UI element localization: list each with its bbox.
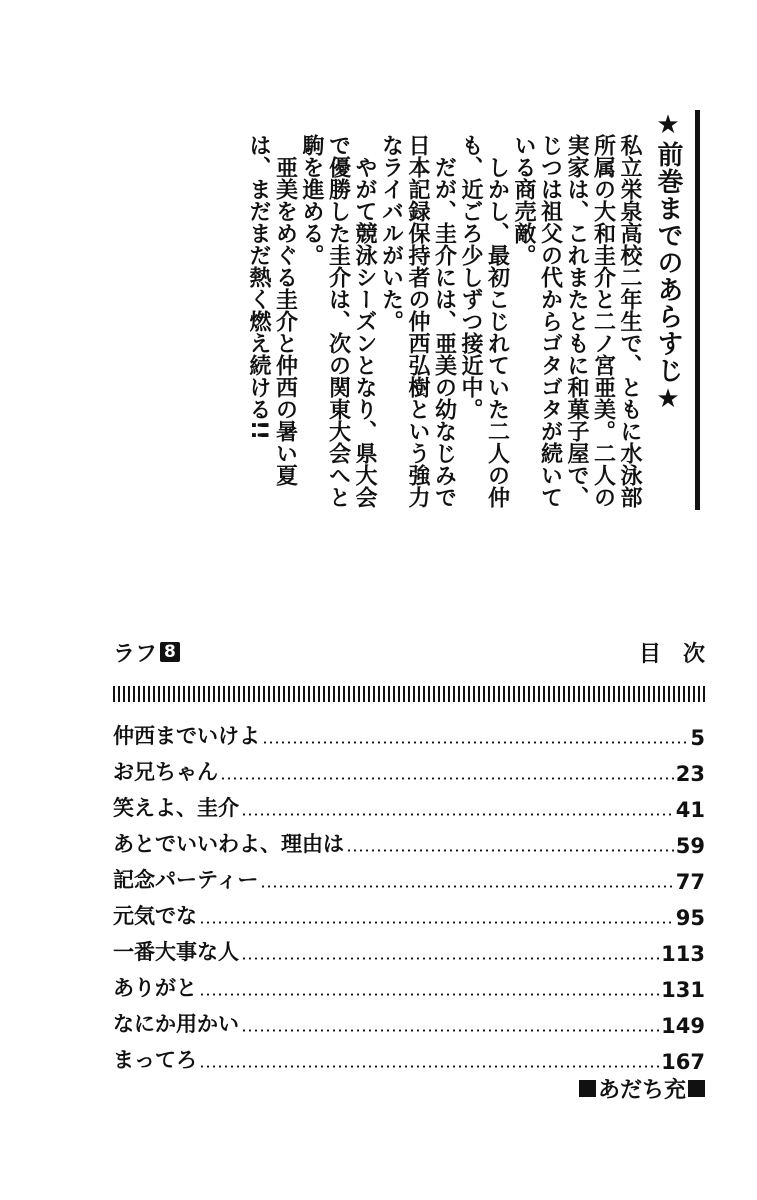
dot-leader [199, 921, 674, 924]
dot-leader [199, 993, 659, 996]
page-number: 131 [661, 978, 705, 1002]
page-number: 77 [675, 870, 705, 894]
dot-leader [346, 849, 674, 852]
page-number: 59 [675, 834, 705, 858]
dot-leader [241, 1029, 659, 1032]
chapter-title: 仲西までいけよ [113, 724, 260, 748]
square-bullet-icon [579, 1080, 596, 1097]
series-name: ラフ [113, 641, 158, 667]
volume-badge: 8 [160, 642, 180, 662]
decorative-rule [113, 686, 705, 702]
dot-leader [241, 813, 674, 816]
synopsis-paragraph: 私立栄泉高校二年生で、ともに水泳部所属の大和圭介と二ノ宮亜美。二人の実家は、これまたともに和菓子屋で、じつは祖父の代からゴタゴタが続いている商売敵。 [511, 134, 642, 508]
toc-header [113, 636, 727, 668]
toc-item[interactable] [113, 1038, 705, 1074]
chapter-title: ありがと [113, 976, 197, 1000]
synopsis-paragraph: 亜美をめぐる圭介と仲西の暑い夏は、まだまだ熱く燃え続ける!! [246, 134, 298, 486]
dot-leader [199, 1065, 659, 1068]
author-name: あだち充 [597, 1078, 686, 1103]
chapter-title: 記念パーティー [113, 868, 259, 892]
toc-item[interactable] [113, 930, 705, 966]
chapter-title: お兄ちゃん [113, 760, 218, 784]
chapter-title: あとでいいわよ、理由は [113, 832, 344, 856]
page-number: 149 [661, 1014, 705, 1038]
chapter-title: 一番大事な人 [113, 940, 239, 964]
synopsis-title: ★前巻までのあらすじ★ [651, 110, 700, 510]
toc-item[interactable] [113, 822, 705, 858]
chapter-title: なにか用かい [113, 1012, 239, 1036]
chapter-title: まってろ [113, 1048, 197, 1072]
dot-leader [220, 777, 674, 780]
table-of-contents [113, 636, 727, 1103]
synopsis-paragraph: だが、圭介には、亜美の幼なじみで日本記録保持者の仲西弘樹という強力なライバルがいた。 [378, 134, 457, 508]
page-number: 23 [675, 762, 705, 786]
dot-leader [260, 885, 673, 888]
page-number: 41 [675, 798, 705, 822]
square-bullet-icon [688, 1080, 705, 1097]
synopsis [100, 110, 700, 510]
toc-item[interactable] [113, 894, 705, 930]
synopsis-body [245, 134, 643, 514]
chapter-title: 笑えよ、圭介 [113, 796, 239, 820]
page-number: 95 [675, 906, 705, 930]
toc-item[interactable] [113, 858, 705, 894]
toc-list [113, 714, 705, 1074]
toc-item[interactable] [113, 750, 705, 786]
toc-item[interactable] [113, 1002, 705, 1038]
series-title [113, 637, 180, 668]
page-number: 113 [661, 942, 705, 966]
dot-leader [241, 957, 659, 960]
synopsis-paragraph: しかし、最初こじれていた二人の仲も、近ごろ少しずつ接近中。 [458, 134, 510, 508]
toc-item[interactable] [113, 786, 705, 822]
chapter-title: 元気でな [113, 904, 197, 928]
toc-item[interactable] [113, 714, 705, 750]
page-number: 5 [690, 726, 705, 750]
dot-leader [262, 741, 688, 744]
page-number: 167 [661, 1050, 705, 1074]
toc-label: 目次 [638, 641, 727, 667]
author-credit [579, 1073, 705, 1104]
toc-item[interactable] [113, 966, 705, 1002]
synopsis-paragraph: やがて競泳シーズンとなり、県大会で優勝した圭介は、次の関東大会へと駒を進める。 [299, 134, 377, 508]
